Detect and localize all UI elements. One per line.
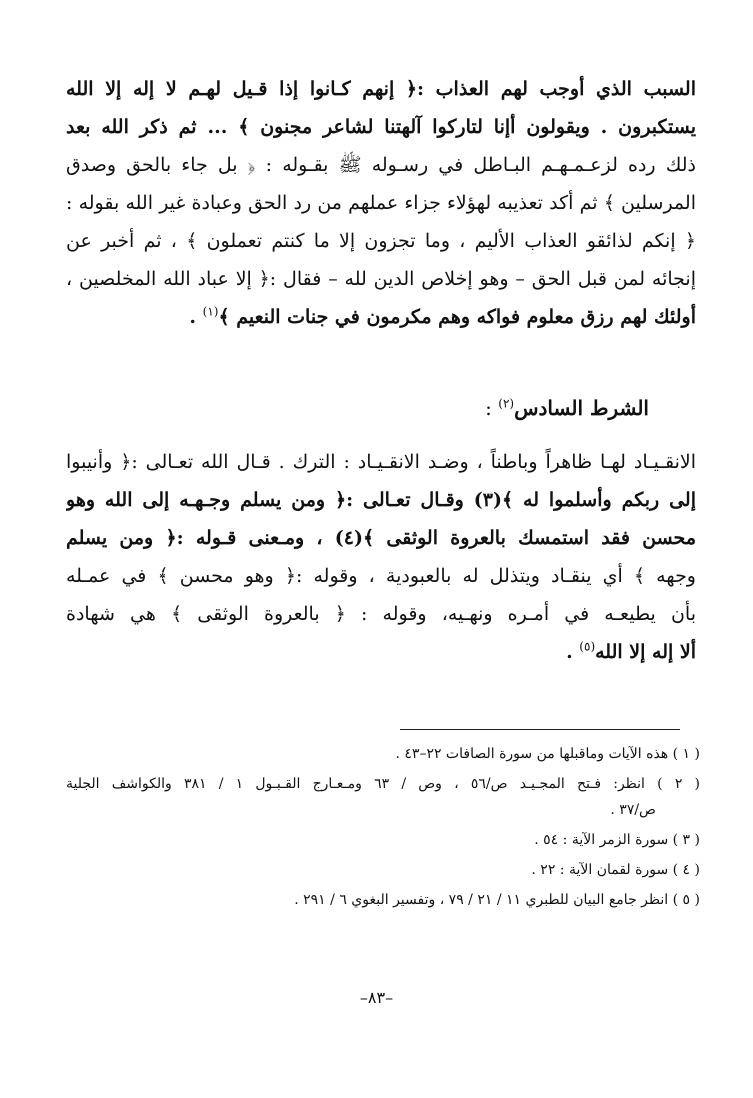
text-line: الانقـيـاد لهـا ظاهراً وباطناً ، وضـد الانقـيـاد : الترك . قـال الله تعـالى :﴿ وأنيبوا xyxy=(66,451,696,473)
text-line: السبب الذي أوجب لهم العذاب :﴿ إنهم كـانوا إذا قـيل لهـم لا إله إلا الله xyxy=(66,78,696,100)
text-line: ﴿ إنكم لذائقو العذاب الأليم ، وما تجزون إلا ما كنتم تعملون ﴾ ، ثم أخبر عن xyxy=(66,230,696,252)
line-end: . xyxy=(189,306,203,328)
text-line-content: ألا إله إلا الله xyxy=(595,641,696,663)
text-line-last xyxy=(66,298,696,336)
text-line-content: أولئك لهم رزق معلوم فواكه وهم مكرمون في جنات النعيم ﴾ xyxy=(218,306,696,328)
paragraph-top xyxy=(66,70,696,336)
text-line: بأن يطيعـه في أمـره ونهـيه، وقوله : ﴿ بالعروة الوثقى ﴾ هي شهادة xyxy=(66,603,696,625)
text-line: محسن فقد استمسك بالعروة الوثقى ﴾(٤) ، ومـعنى قـوله :﴿ ومن يسلم xyxy=(66,527,696,549)
footnote-4: ( ٤ ) سورة لقمان الآية : ٢٢ . xyxy=(531,862,700,878)
paragraph-bottom xyxy=(66,443,696,671)
text-line: المرسلين ﴾ ثم أكد تعذيبه لهؤلاء جزاء عملهم من رد الحق وعبادة غير الله بقوله : xyxy=(66,192,696,214)
heading-colon: : xyxy=(485,396,499,420)
text-line-last xyxy=(66,633,696,671)
footnote-ref: (٥) xyxy=(579,639,596,654)
heading-text: الشرط السادس xyxy=(514,396,649,420)
footnote-3: ( ٣ ) سورة الزمر الآية : ٥٤ . xyxy=(534,832,700,848)
text-line: إلى ربكم وأسلموا له ﴾(٣) وقـال تعـالى :﴿ ومن يسلم وجـهـه إلى الله وهو xyxy=(66,489,696,511)
footnote-2-continued: ص/٣٧ . xyxy=(610,802,656,818)
footnote-2: ( ٢ ) انظر: فـتح المجـيـد ص/٥٦ ، وص / ٦٣ ومـعـارج القـبـول ١ / ٣٨١ والكواشف الجلية xyxy=(66,776,701,792)
footnote-separator xyxy=(400,729,680,730)
footnote-1: ( ١ ) هذه الآيات وماقبلها من سورة الصافات ٢٢–٤٣ . xyxy=(395,746,700,762)
text-line: إنجائه لمن قبل الحق – وهو إخلاص الدين لله – فقال :﴿ إلا عباد الله المخلصين ، xyxy=(66,268,696,290)
footnote-ref: (١) xyxy=(202,304,219,319)
text-line: وجهه ﴾ أي ينقـاد ويتذلل له بالعبودية ، وقوله :﴿ وهو محسن ﴾ في عمـله xyxy=(66,565,696,587)
page-number: –٨٣– xyxy=(359,988,394,1007)
section-heading xyxy=(485,393,649,423)
line-end: . xyxy=(566,641,580,663)
footnotes xyxy=(66,741,700,913)
text-line: يستكبرون . ويقولون أإنا لتاركوا آلهتنا لشاعر مجنون ﴾ ... ثم ذكر الله بعد xyxy=(66,116,696,138)
footnote-5: ( ٥ ) انظر جامع البيان للطبري ١١ / ٢١ / ٧٩ ، وتفسير البغوي ٦ / ٢٩١ . xyxy=(294,892,700,908)
text-line: ذلك رده لزعـمـهـم البـاطل في رسـوله ﷺ بقـوله : ﴿ بل جاء بالحق وصدق xyxy=(66,154,696,176)
footnote-ref: (٢) xyxy=(498,396,515,411)
